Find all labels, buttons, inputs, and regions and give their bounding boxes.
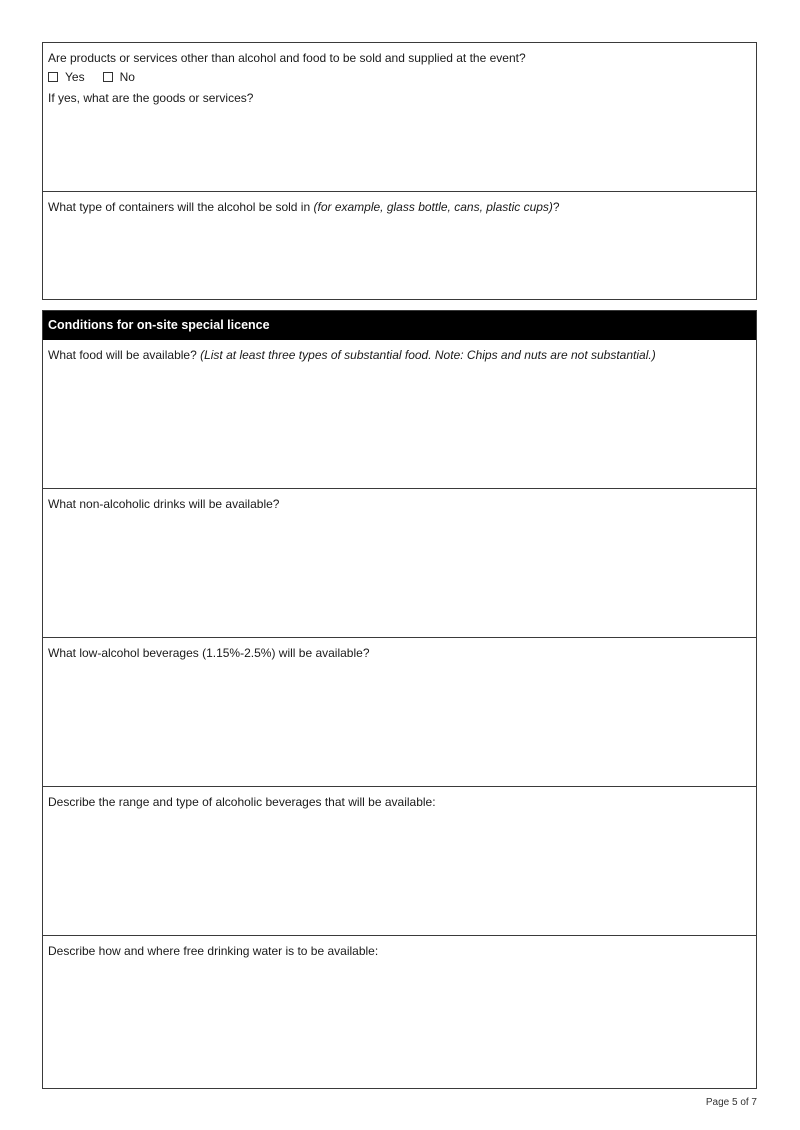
food-cell[interactable]	[43, 340, 756, 489]
conditions-header: Conditions for on-site special licence	[43, 311, 756, 340]
section-goods-services	[42, 42, 757, 300]
containers-question-end: ?	[552, 200, 560, 214]
yes-checkbox[interactable]	[48, 72, 58, 82]
other-products-question: Are products or services other than alcohol and food to be sold and supplied at the event?	[48, 51, 526, 65]
non-alcoholic-question: What non-alcoholic drinks will be available?	[48, 497, 280, 511]
containers-question-text: What type of containers will the alcohol be sold in	[48, 200, 314, 214]
alcohol-range-question: Describe the range and type of alcoholic beverages that will be available:	[48, 795, 436, 809]
containers-question-example: (for example, glass bottle, cans, plastic cups)	[313, 200, 553, 214]
non-alcoholic-cell[interactable]	[43, 488, 756, 638]
containers-question	[48, 199, 751, 215]
food-question-text: What food will be available?	[48, 348, 201, 362]
section-conditions	[42, 310, 757, 1089]
food-question-note: (List at least three types of substantial food. Note: Chips and nuts are not substantial.)	[200, 348, 656, 362]
page-number: Page 5 of 7	[705, 1097, 757, 1108]
goods-services-cell	[43, 43, 756, 192]
drinking-water-question: Describe how and where free drinking water is to be available:	[48, 944, 379, 958]
no-checkbox[interactable]	[103, 72, 113, 82]
alcohol-range-cell[interactable]	[43, 786, 756, 936]
food-question	[48, 347, 751, 363]
containers-cell[interactable]	[43, 191, 756, 300]
drinking-water-cell[interactable]	[43, 935, 756, 1088]
yes-no-options	[48, 69, 751, 85]
no-label: No	[119, 70, 135, 84]
low-alcohol-cell[interactable]	[43, 637, 756, 787]
yes-label: Yes	[65, 70, 85, 84]
goods-services-followup: If yes, what are the goods or services?	[48, 91, 254, 105]
low-alcohol-question: What low-alcohol beverages (1.15%-2.5%) will be available?	[48, 646, 370, 660]
